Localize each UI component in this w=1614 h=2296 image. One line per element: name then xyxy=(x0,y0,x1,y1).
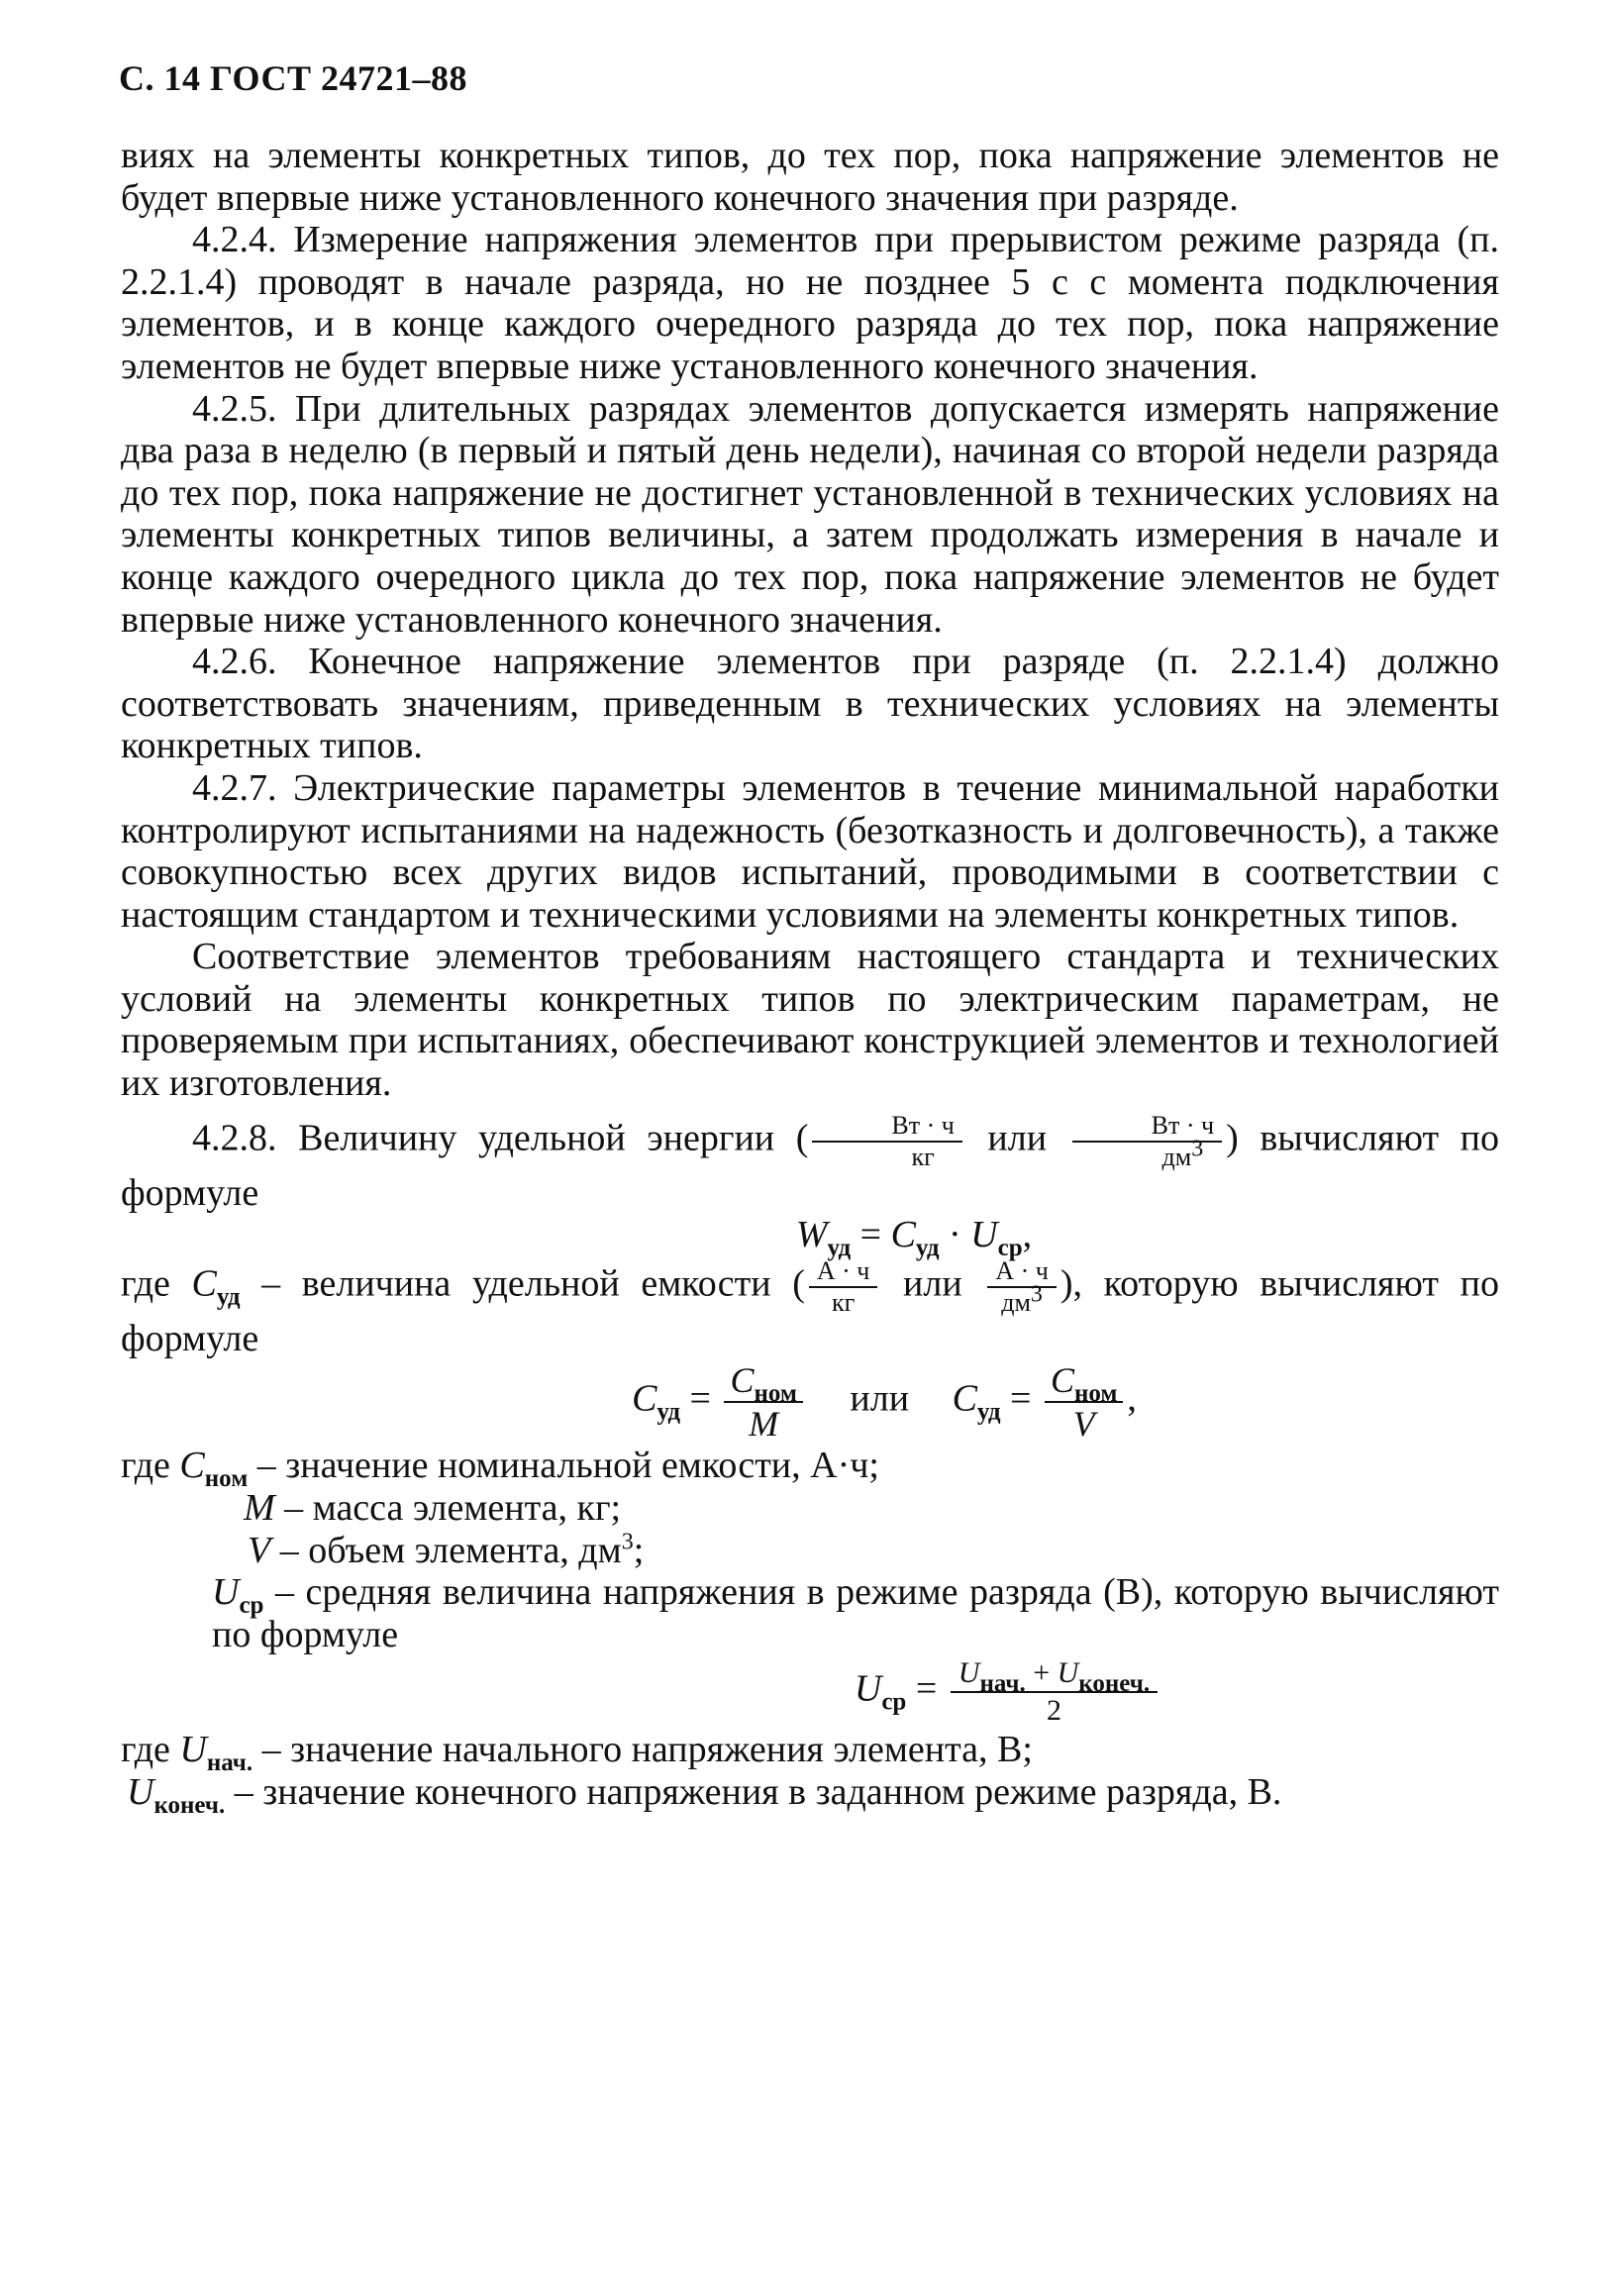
definition-c-nom: где $C_{ном}$ – значение номинальной емкости, А·ч; xyxy=(121,1445,879,1493)
definition-u-start: где $U_{нач.}$ – значение начального напряжения элемента, В; xyxy=(121,1729,1033,1777)
definition-mass: M – масса элемента, кг; xyxy=(244,1487,622,1530)
fraction-ah-per-kg: $\frac{А \cdot ч}{кг}$ xyxy=(809,1256,878,1318)
definition-u-end: $U_{конеч.}$ – значение конечного напряжения в заданном режиме разряда, В. xyxy=(127,1771,1282,1819)
paragraph: виях на элементы конкретных типов, до тех пор, пока напряжение элементов не будет впервые ниже установленного конечного значения при разряде. xyxy=(121,135,1499,219)
definition-volume: V – объем элемента, $дм^3$; xyxy=(248,1528,645,1571)
fraction-ah-per-dm3: $\frac{А \cdot ч}{дм^3}$ xyxy=(987,1256,1057,1318)
paragraph-conformity: Соответствие элементов требованиям настоящего стандарта и технических условий на элементы конкретных типов по электрическим параметрам, не проверяемым при испытаниях, обеспечивают конструкцией элементов и технологией их изготовления. xyxy=(121,936,1499,1105)
paragraph-4-2-6: 4.2.6. Конечное напряжение элементов при разряде (п. 2.2.1.4) должно соответствовать значениям, приведенным в технических условиях на элементы конкретных типов. xyxy=(121,641,1499,767)
fraction-wh-per-kg: $\frac{Вт \cdot ч}{кг}$ xyxy=(812,1111,961,1172)
formula-specific-capacity: $C_{уд}$ = $\frac{C_{ном}}{M}$ или $C_{уд}$ = $\frac{C_{ном}}{V}$ , xyxy=(632,1360,1137,1445)
fraction-wh-per-dm3: $\frac{Вт \cdot ч}{дм^3}$ xyxy=(1072,1111,1222,1172)
paragraph-specific-capacity: где $C_{уд}$ – величина удельной емкости ( $\frac{А \cdot ч}{кг}$ или $\frac{А \cdot ч}{дм^3}$ ), которую вычисляют по формуле xyxy=(121,1255,1500,1359)
paragraph-4-2-7: 4.2.7. Электрические параметры элементов в течение минимальной наработки контролируют испытаниями на надежность (безотказность и долговечность), а также совокупностью всех других видов испытаний, проводимыми в соответствии с настоящим стандартом и техническими условиями на элементы конкретных типов. xyxy=(121,766,1499,936)
paragraph-4-2-4: 4.2.4. Измерение напряжения элементов при прерывистом режиме разряда (п. 2.2.1.4) проводят в начале разряда, но не позднее 5 с с момента подключения элементов, и в конце каждого очередного разряда до тех пор, пока напряжение элементов не будет впервые ниже установленного конечного значения. xyxy=(121,219,1499,387)
page-header: С. 14 ГОСТ 24721–88 xyxy=(119,58,467,98)
paragraph-4-2-8: 4.2.8. Величину удельной энергии ( $\frac{Вт \cdot ч}{кг}$ или $\frac{Вт \cdot ч}{дм^3}$ ) вычисляют по формуле xyxy=(121,1110,1499,1214)
formula-average-voltage: $U_{ср}$ = $\frac{U_{нач.} + U_{конеч.}}{2}$ xyxy=(121,1655,1499,1729)
formula-specific-energy: $W_{уд} = C_{уд} \cdot U_{ср}$, xyxy=(795,1214,1033,1262)
document-body xyxy=(121,135,1500,1819)
definition-u-avg: $U_{ср}$ – средняя величина напряжения в режиме разряда (В), которую вычисляют по формуле xyxy=(212,1571,1499,1655)
paragraph-4-2-5: 4.2.5. При длительных разрядах элементов допускается измерять напряжение два раза в неделю (в первый и пятый день недели), начиная со второй недели разряда до тех пор, пока напряжение не достигнет установленной в технических условиях на элементы конкретных типов величины, а затем продолжать измерения в начале и конце каждого очередного цикла до тех пор, пока напряжение элементов не будет впервые ниже установленного конечного значения. xyxy=(121,387,1499,641)
